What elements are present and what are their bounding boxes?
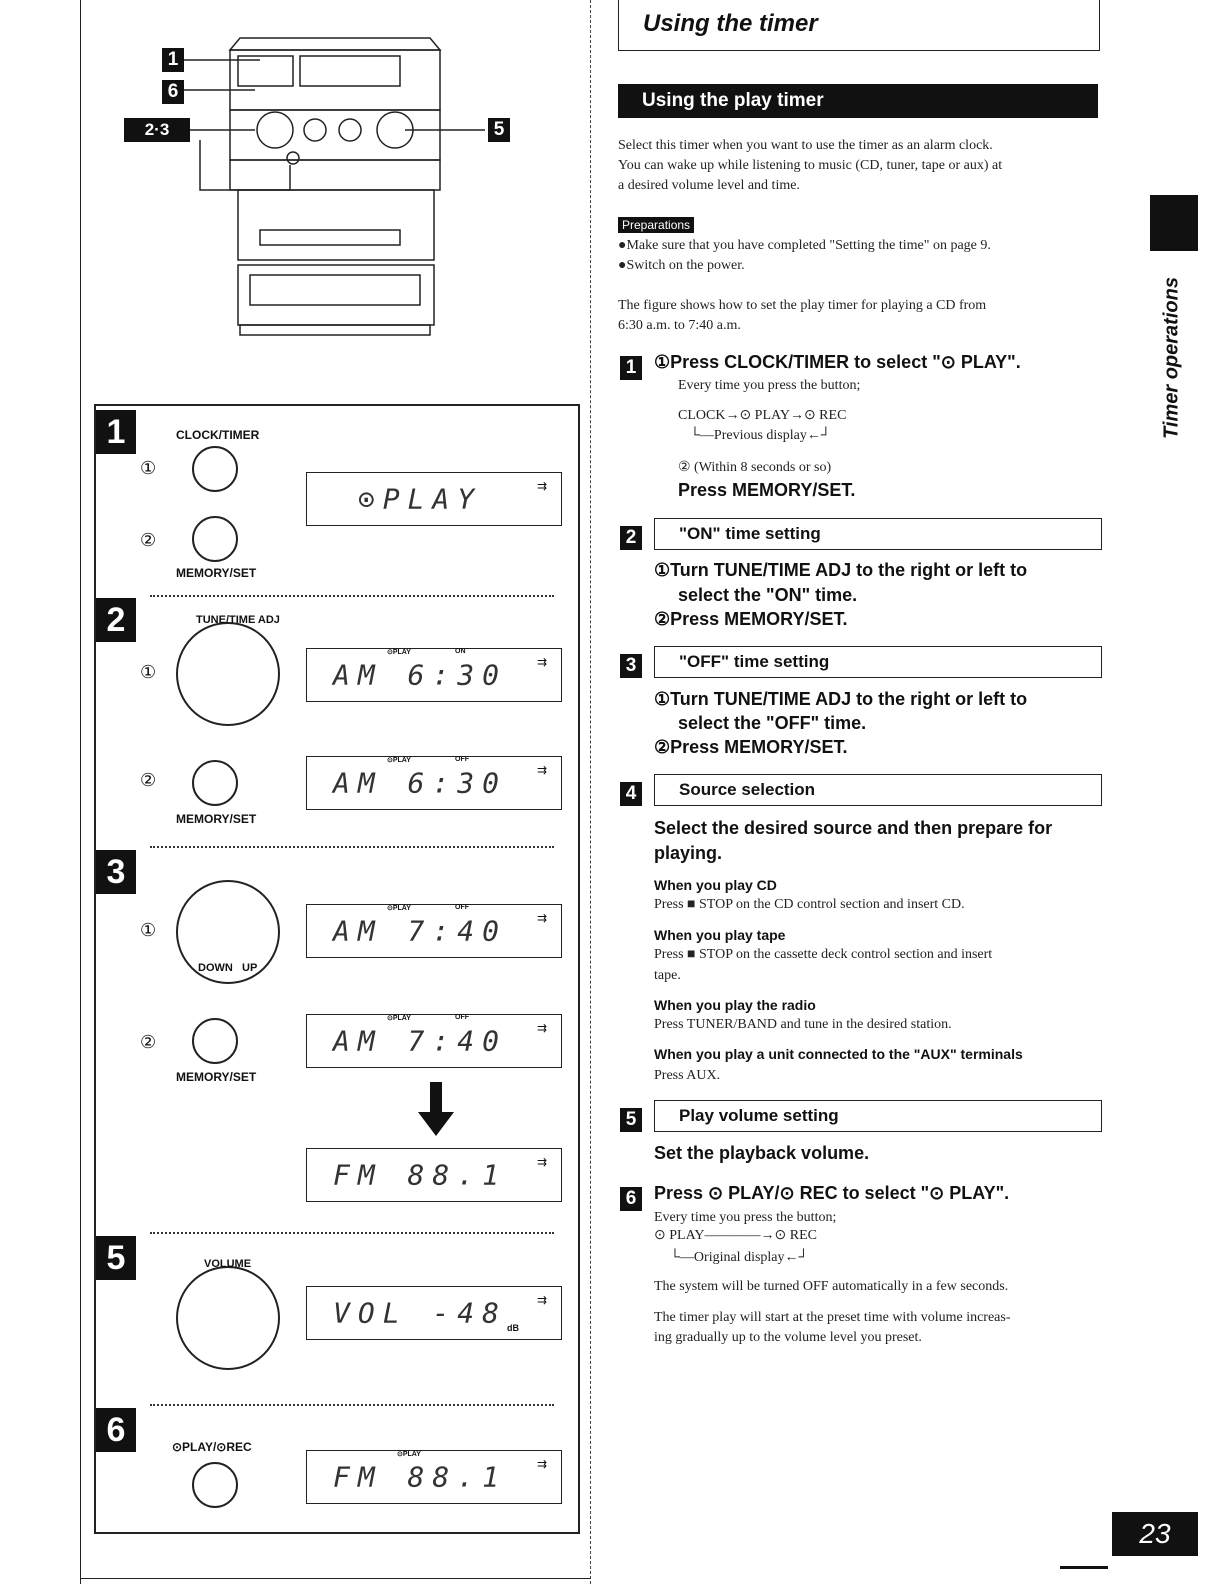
tune-time-adj-knob[interactable] xyxy=(176,622,280,726)
preparation-item: ●Switch on the power. xyxy=(618,258,745,273)
step-4-lead2: playing. xyxy=(654,843,723,863)
step-circled-1: ① xyxy=(140,458,157,479)
header-text: "OFF" time setting xyxy=(679,652,830,671)
tape-text: Press ■ STOP on the cassette deck control section and insert xyxy=(654,947,993,962)
step-circled-2: ② xyxy=(140,1032,157,1053)
panel-1-number: 1 xyxy=(96,410,136,454)
arrow-icon: ⇉ xyxy=(536,1457,547,1471)
banner-text: Using the play timer xyxy=(642,90,824,111)
display-text: AM 6:30 xyxy=(332,766,507,800)
side-tab-marker xyxy=(1150,195,1198,251)
off-indicator: OFF xyxy=(455,1014,469,1021)
step-1-note: ② (Within 8 seconds or so) xyxy=(678,460,832,475)
display-off-time-set xyxy=(306,1014,562,1068)
knob-label-volume: VOLUME xyxy=(204,1258,252,1270)
display-text: AM 6:30 xyxy=(332,658,507,692)
header-text: Source selection xyxy=(679,780,816,799)
step-4-header xyxy=(654,774,1102,806)
aux-text: Press AUX. xyxy=(654,1068,721,1083)
step-circled-1: ① xyxy=(140,662,157,683)
step-2-number: 2 xyxy=(620,526,642,550)
play-indicator: ⊙PLAY xyxy=(387,757,411,764)
aux-subheading: When you play a unit connected to the "AUX" terminals xyxy=(654,1046,1023,1062)
step-3-a: ①Turn TUNE/TIME ADJ to the right or left to xyxy=(654,689,1028,709)
side-tab-label: Timer operations xyxy=(1160,277,1183,439)
display-text: AM 7:40 xyxy=(332,914,507,948)
step-1-line: Every time you press the button; xyxy=(678,378,861,393)
panel-6-number: 6 xyxy=(96,1408,136,1452)
left-margin-line xyxy=(80,0,81,1584)
step-1-return: └—Previous display←┘ xyxy=(690,428,831,443)
arrow-icon: ⇉ xyxy=(536,763,547,777)
step-3-number: 3 xyxy=(620,654,642,678)
note-line: The figure shows how to set the play timer for playing a CD from xyxy=(618,298,987,313)
intro-text xyxy=(618,136,1102,196)
arrow-icon: ⇉ xyxy=(536,1155,547,1169)
step-1-number: 1 xyxy=(620,356,642,380)
tape-subheading: When you play tape xyxy=(654,927,786,943)
display-frequency xyxy=(306,1148,562,1202)
display-text: AM 7:40 xyxy=(332,1024,507,1058)
off-indicator: OFF xyxy=(455,756,469,763)
intro-line: Select this timer when you want to use the timer as an alarm clock. xyxy=(618,138,993,153)
cd-subheading: When you play CD xyxy=(654,877,777,893)
arrow-icon: ⇉ xyxy=(536,1293,547,1307)
display-on-time xyxy=(306,648,562,702)
step-2-b: ②Press MEMORY/SET. xyxy=(654,609,848,629)
tape-text-2: tape. xyxy=(654,968,681,983)
display-text: FM 88.1 xyxy=(332,1460,507,1494)
arrow-icon: ⇉ xyxy=(536,479,547,493)
knob-label-tune: TUNE/TIME ADJ xyxy=(196,614,280,626)
memory-set-label: MEMORY/SET xyxy=(176,1070,257,1084)
play-rec-button[interactable] xyxy=(192,1462,238,1508)
column-divider xyxy=(590,0,591,1584)
play-rec-label: ⊙PLAY/⊙REC xyxy=(172,1440,252,1454)
step-6-title: Press ⊙ PLAY/⊙ REC to select "⊙ PLAY". xyxy=(654,1183,1010,1203)
volume-knob[interactable] xyxy=(176,1266,280,1370)
radio-text: Press TUNER/BAND and tune in the desired station. xyxy=(654,1017,952,1032)
preparations-badge: Preparations xyxy=(618,217,694,233)
step-6-number: 6 xyxy=(620,1187,642,1211)
panel-3-number: 3 xyxy=(96,850,136,894)
header-text: Play volume setting xyxy=(679,1106,839,1125)
off-indicator: OFF xyxy=(455,904,469,911)
callout-6: 6 xyxy=(162,80,184,104)
step-6-line: Every time you press the button; xyxy=(654,1210,837,1225)
panel-5-number: 5 xyxy=(96,1236,136,1280)
callout-5: 5 xyxy=(488,118,510,142)
memory-set-button[interactable] xyxy=(192,760,238,806)
intro-line: a desired volume level and time. xyxy=(618,178,800,193)
page-rule xyxy=(1060,1566,1108,1569)
display-off-time xyxy=(306,904,562,958)
arrow-icon: ⇉ xyxy=(536,911,547,925)
step-circled-2: ② xyxy=(140,770,157,791)
step-5-header xyxy=(654,1100,1102,1132)
play-indicator: ⊙PLAY xyxy=(387,905,411,912)
divider xyxy=(150,1404,554,1406)
step-6-sequence: ⊙ PLAY————→⊙ REC xyxy=(654,1228,817,1243)
divider xyxy=(150,1232,554,1234)
step-circled-2: ② xyxy=(140,530,157,551)
step-3-a2: select the "OFF" time. xyxy=(678,713,867,733)
bottom-rule xyxy=(80,1578,590,1579)
step-2-a: ①Turn TUNE/TIME ADJ to the right or left to xyxy=(654,560,1028,580)
on-indicator: ON xyxy=(455,648,466,655)
note-line: 6:30 a.m. to 7:40 a.m. xyxy=(618,318,741,333)
memory-set-label: MEMORY/SET xyxy=(176,566,257,580)
step-6-p1: The system will be turned OFF automatically in a few seconds. xyxy=(654,1279,1009,1294)
divider xyxy=(150,595,554,597)
header-text: "ON" time setting xyxy=(679,524,821,543)
step-1-title: ①Press CLOCK/TIMER to select "⊙ PLAY". xyxy=(654,352,1021,372)
display-volume xyxy=(306,1286,562,1340)
knob-label-down: DOWN xyxy=(198,962,233,974)
memory-set-label: MEMORY/SET xyxy=(176,812,257,826)
display-text: ⊙PLAY xyxy=(357,482,483,516)
play-indicator: ⊙PLAY xyxy=(397,1451,421,1458)
page-title: Using the timer xyxy=(643,10,818,37)
display-text: FM 88.1 xyxy=(332,1158,507,1192)
step-4-number: 4 xyxy=(620,782,642,806)
step-6-p3: ing gradually up to the volume level you preset. xyxy=(654,1330,922,1345)
callout-2-3: 2·3 xyxy=(124,118,190,142)
divider xyxy=(150,846,554,848)
display-play xyxy=(306,472,562,526)
step-1-sequence: CLOCK→⊙ PLAY→⊙ REC xyxy=(678,408,847,423)
memory-set-button[interactable] xyxy=(192,1018,238,1064)
display-final xyxy=(306,1450,562,1504)
arrow-icon: ⇉ xyxy=(536,655,547,669)
step-2-a2: select the "ON" time. xyxy=(678,585,858,605)
step-6-p2: The timer play will start at the preset time with volume increas- xyxy=(654,1310,1011,1325)
stereo-system-illustration xyxy=(110,30,550,340)
step-1-action: Press MEMORY/SET. xyxy=(678,480,856,500)
step-2-header xyxy=(654,518,1102,550)
clock-timer-label: CLOCK/TIMER xyxy=(176,428,260,442)
radio-subheading: When you play the radio xyxy=(654,997,816,1013)
step-circled-1: ① xyxy=(140,920,157,941)
step-5-lead: Set the playback volume. xyxy=(654,1143,870,1163)
memory-set-button[interactable] xyxy=(192,516,238,562)
intro-line: You can wake up while listening to music (CD, tuner, tape or aux) at xyxy=(618,158,1003,173)
knob-label-up: UP xyxy=(242,962,258,974)
db-unit: dB xyxy=(507,1323,519,1333)
arrow-icon: ⇉ xyxy=(536,1021,547,1035)
step-6-return: └—Original display←┘ xyxy=(670,1250,809,1265)
step-4-lead: Select the desired source and then prepare for xyxy=(654,818,1053,838)
title-box xyxy=(618,0,1100,51)
step-3-header xyxy=(654,646,1102,678)
figure-note xyxy=(618,296,1102,336)
down-arrow-icon xyxy=(418,1082,454,1136)
cd-text: Press ■ STOP on the CD control section and insert CD. xyxy=(654,897,965,912)
section-banner xyxy=(618,84,1098,118)
steps-panel xyxy=(94,404,580,1534)
page-number: 23 xyxy=(1112,1512,1198,1556)
play-indicator: ⊙PLAY xyxy=(387,649,411,656)
callout-1: 1 xyxy=(162,48,184,72)
clock-timer-button[interactable] xyxy=(192,446,238,492)
step-3-b: ②Press MEMORY/SET. xyxy=(654,737,848,757)
play-indicator: ⊙PLAY xyxy=(387,1015,411,1022)
display-text: VOL -48 xyxy=(332,1296,507,1330)
preparation-item: ●Make sure that you have completed "Setting the time" on page 9. xyxy=(618,238,991,253)
preparations-list xyxy=(618,236,1102,276)
panel-2-number: 2 xyxy=(96,598,136,642)
step-5-number: 5 xyxy=(620,1108,642,1132)
display-on-time-set xyxy=(306,756,562,810)
